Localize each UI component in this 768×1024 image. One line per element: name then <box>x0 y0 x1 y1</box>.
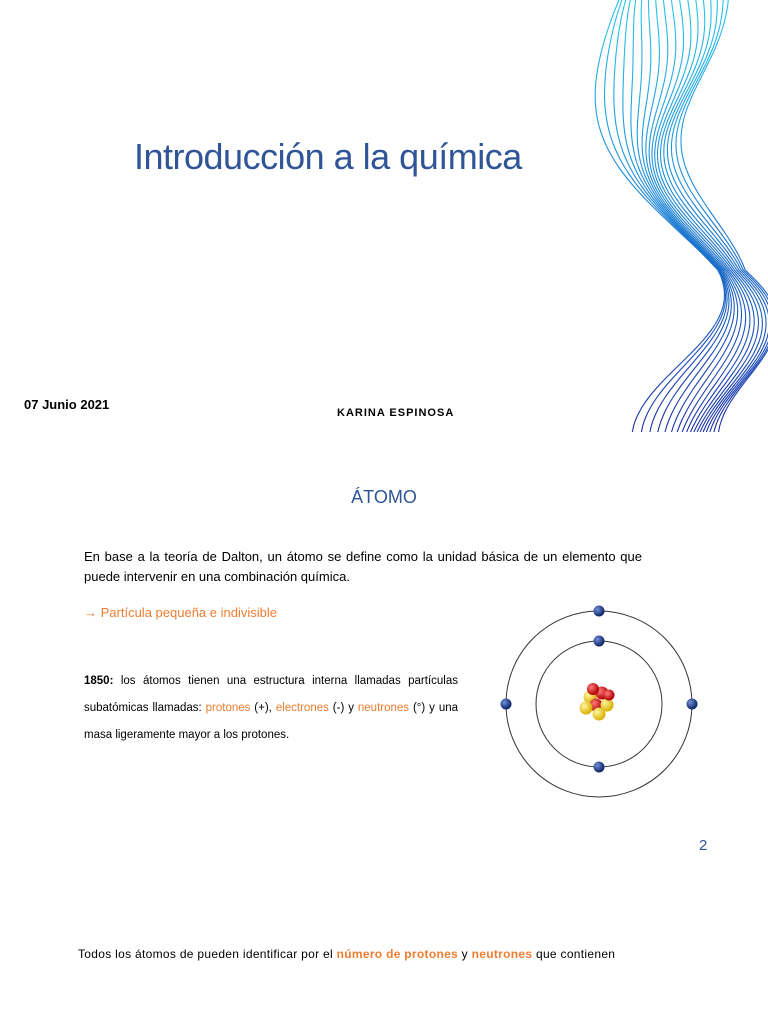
dalton-paragraph: En base a la teoría de Dalton, un átomo se define como la unidad básica de un elemento que puede intervenir en una combinación química. <box>84 549 642 584</box>
protones-term: protones <box>205 702 251 714</box>
paragraph-text: los átomos tienen una estructura interna llamadas partículas subatómicas llamadas: <box>84 675 458 714</box>
page-number: 2 <box>699 837 708 854</box>
slide-title: Introducción a la química <box>134 136 522 177</box>
numero-protones-term: número de protones <box>336 947 459 961</box>
wave-line <box>614 0 727 432</box>
identification-paragraph <box>78 940 685 968</box>
electron-icon <box>687 699 698 710</box>
electron-icon <box>501 699 512 710</box>
wave-line <box>661 0 763 432</box>
slide-author: KARINA ESPINOSA <box>337 407 455 419</box>
electron-icon <box>594 606 605 617</box>
atom-diagram <box>497 601 701 805</box>
electron-icon <box>594 636 605 647</box>
year-label: 1850: <box>84 675 114 687</box>
paragraph-text: (+), <box>250 702 276 714</box>
paragraph-text: que contienen <box>532 947 616 961</box>
electron-icon <box>594 762 605 773</box>
subatomic-paragraph <box>84 668 458 749</box>
electrones-term: electrones <box>275 702 329 714</box>
neutrones-term: neutrones <box>471 947 533 961</box>
paragraph-text: (°) y una masa ligeramente mayor a los protones. <box>84 702 459 741</box>
section-heading: ÁTOMO <box>351 487 417 507</box>
slide-date: 07 Junio 2021 <box>24 397 110 412</box>
neutrones-term: neutrones <box>357 702 410 714</box>
paragraph-text: Todos los átomos de pueden identificar por el <box>78 947 337 961</box>
bullet-item <box>84 605 277 620</box>
paragraph-text: y <box>458 947 472 961</box>
wave-ribbon-decoration <box>560 0 768 432</box>
arrow-icon: → <box>84 605 97 620</box>
bullet-text: Partícula pequeña e indivisible <box>100 605 277 620</box>
nucleus <box>580 683 615 721</box>
paragraph-text: (-) y <box>328 702 358 714</box>
